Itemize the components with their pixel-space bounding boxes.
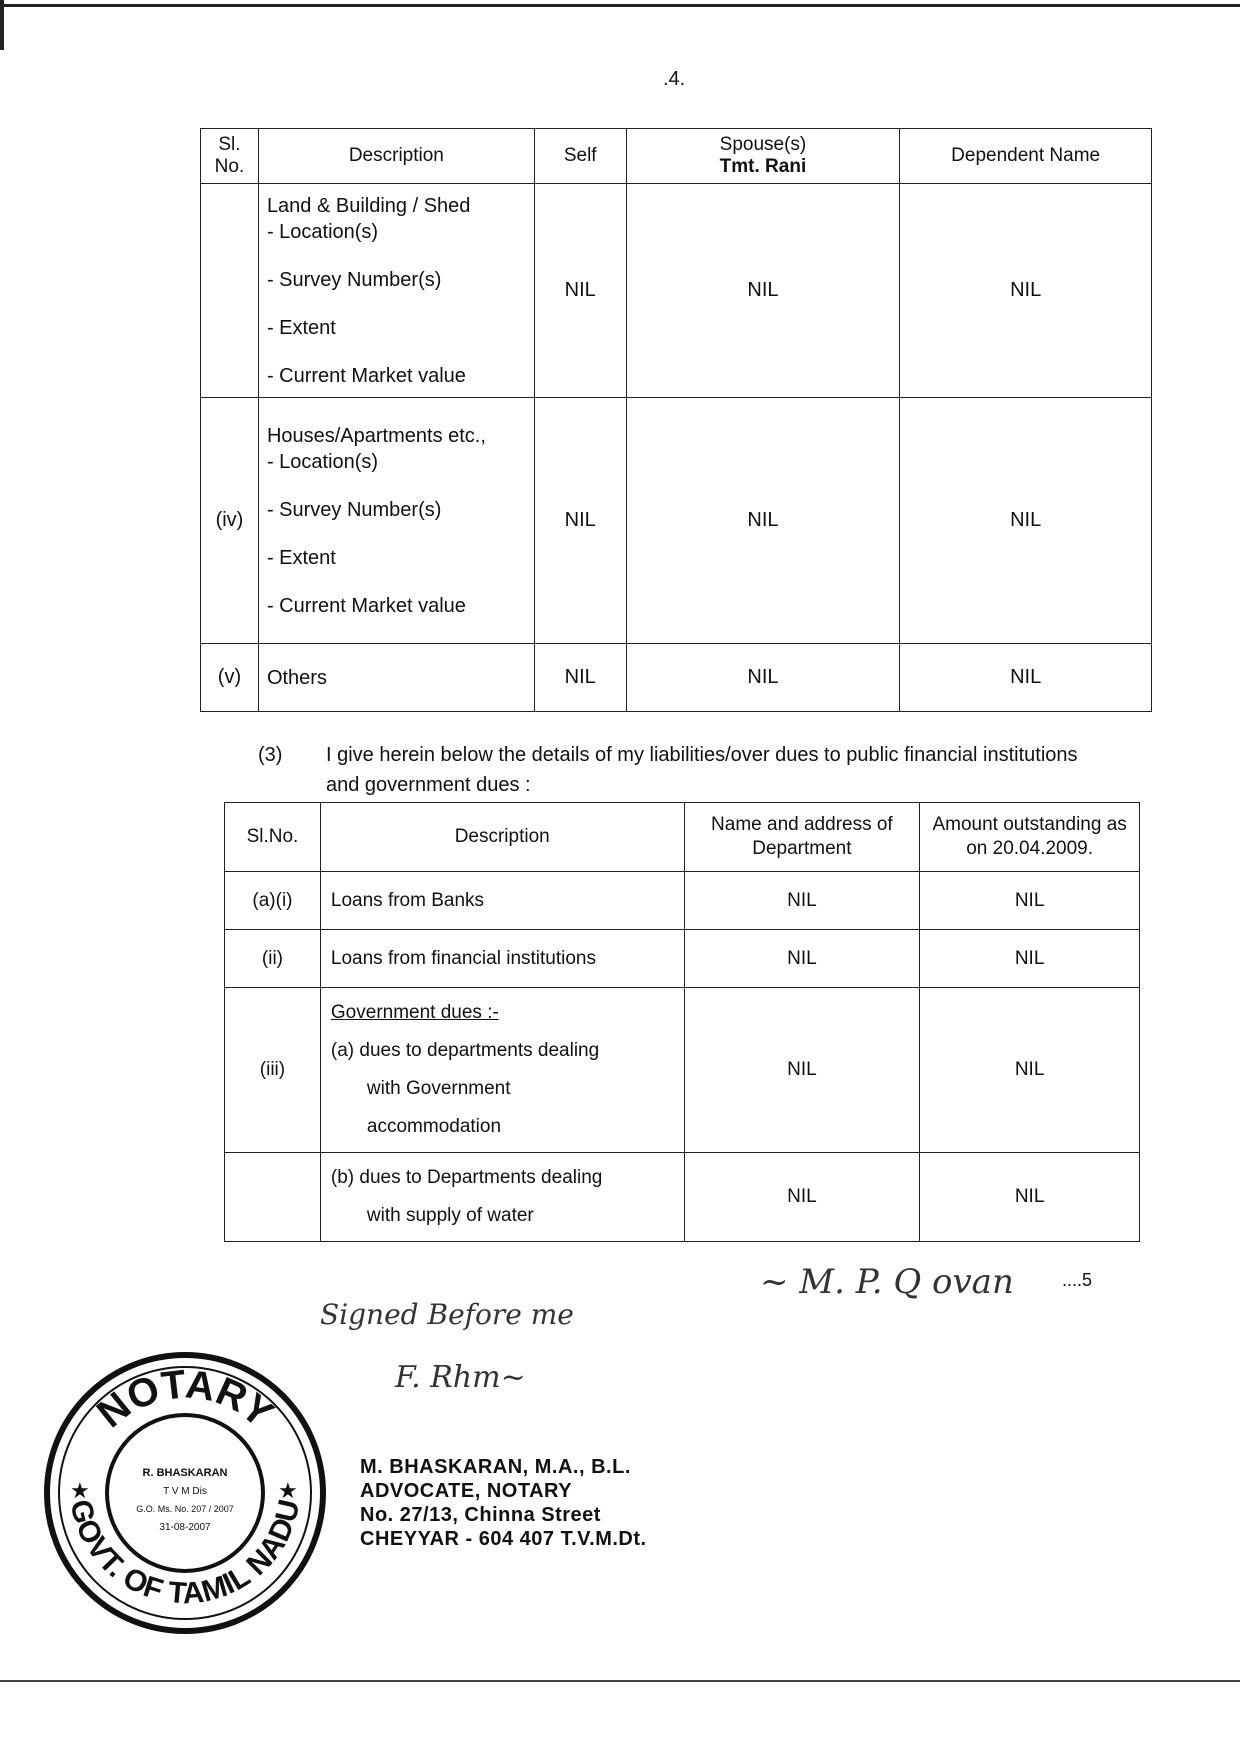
- row-sl: (v): [201, 644, 259, 712]
- handwritten-note: Signed Before me: [320, 1298, 574, 1331]
- row-spouse-value: NIL: [626, 644, 900, 712]
- row-department: NIL: [684, 1153, 920, 1242]
- table-row: [201, 644, 1152, 712]
- row-item: - Survey Number(s): [266, 268, 442, 291]
- table-row: [225, 872, 1140, 930]
- page-number: .4.: [663, 68, 686, 90]
- liabilities-header-row: [225, 803, 1140, 872]
- row-department: NIL: [684, 872, 920, 930]
- seal-star-icon: ★: [278, 1478, 298, 1503]
- address-line: No. 27/13, Chinna Street: [360, 1504, 601, 1526]
- header-spouse-name: Tmt. Rani: [719, 156, 807, 177]
- row-department: NIL: [684, 988, 920, 1153]
- table-row: [225, 988, 1140, 1153]
- row-department: NIL: [684, 930, 920, 988]
- row-sl: (ii): [225, 930, 321, 988]
- header-sl-no: Sl.No.: [225, 803, 321, 872]
- row-item: - Current Market value: [266, 594, 466, 617]
- row-description: [320, 1153, 684, 1242]
- row-item: - Survey Number(s): [266, 498, 442, 521]
- row-description: [258, 398, 534, 644]
- header-self: Self: [534, 129, 626, 184]
- notary-seal-stamp: [40, 1348, 330, 1638]
- row-item: - Location(s): [266, 450, 379, 473]
- row-item: - Location(s): [266, 220, 379, 243]
- row-sl: (a)(i): [225, 872, 321, 930]
- signature-notary: F. Rhm~: [395, 1360, 526, 1395]
- row-line: with Government: [366, 1078, 511, 1099]
- row-title: Land & Building / Shed: [266, 194, 471, 217]
- statement-number: (3): [258, 744, 283, 766]
- seal-star-icon: ★: [70, 1478, 90, 1503]
- row-description: Loans from financial institutions: [320, 930, 684, 988]
- row-amount: NIL: [920, 872, 1140, 930]
- row-description: Others: [258, 644, 534, 712]
- signature-declarant: ~ M. P. Q ovan: [760, 1262, 1014, 1302]
- seal-name: R. BHASKARAN: [142, 1467, 228, 1479]
- row-line: with supply of water: [366, 1205, 534, 1226]
- row-dependent-value: NIL: [900, 398, 1152, 644]
- seal-area: T V M Dis: [163, 1486, 207, 1497]
- seal-top-text: NOTARY: [89, 1362, 282, 1437]
- row-line: (a) dues to departments dealing: [330, 1040, 600, 1061]
- address-line: ADVOCATE, NOTARY: [360, 1480, 573, 1502]
- header-dependent: Dependent Name: [900, 129, 1152, 184]
- header-spouse-label: Spouse(s): [719, 134, 807, 155]
- row-dependent-value: NIL: [900, 184, 1152, 398]
- header-department: Name and address of Department: [684, 803, 920, 872]
- seal-bottom-text: GOVT. OF TAMIL NADU: [63, 1496, 307, 1611]
- address-line: CHEYYAR - 604 407 T.V.M.Dt.: [360, 1528, 647, 1550]
- address-line: M. BHASKARAN, M.A., B.L.: [360, 1456, 631, 1478]
- row-title: Houses/Apartments etc.,: [266, 424, 486, 447]
- row-item: - Extent: [266, 316, 336, 339]
- scan-bottom-rule: [0, 1680, 1240, 1682]
- row-description: [320, 988, 684, 1153]
- table-row: [225, 930, 1140, 988]
- row-description: Loans from Banks: [320, 872, 684, 930]
- statement-text: I give herein below the details of my liabilities/over dues to public financial institutions and government dues :: [326, 744, 1078, 796]
- row-sl: (iii): [225, 988, 321, 1153]
- header-amount: Amount outstanding as on 20.04.2009.: [920, 803, 1140, 872]
- next-page-marker: ....5: [1062, 1270, 1093, 1290]
- row-description: [258, 184, 534, 398]
- header-spouse: [626, 129, 900, 184]
- scan-top-edge: [0, 4, 1240, 7]
- table-row: [201, 184, 1152, 398]
- seal-go-no: G.O. Ms. No. 207 / 2007: [136, 1504, 234, 1514]
- header-description: Description: [320, 803, 684, 872]
- row-amount: NIL: [920, 930, 1140, 988]
- header-description: Description: [258, 129, 534, 184]
- table-row: [225, 1153, 1140, 1242]
- row-sl: [201, 184, 259, 398]
- row-sl: (iv): [201, 398, 259, 644]
- row-line: (b) dues to Departments dealing: [330, 1167, 603, 1188]
- row-self-value: NIL: [534, 398, 626, 644]
- row-item: - Current Market value: [266, 364, 466, 387]
- row-self-value: NIL: [534, 644, 626, 712]
- row-dependent-value: NIL: [900, 644, 1152, 712]
- row-amount: NIL: [920, 1153, 1140, 1242]
- assets-header-row: [201, 129, 1152, 184]
- assets-table: [200, 128, 1152, 712]
- row-spouse-value: NIL: [626, 398, 900, 644]
- header-sl-no: Sl. No.: [201, 129, 259, 184]
- liabilities-table: [224, 802, 1140, 1242]
- row-line: accommodation: [366, 1116, 502, 1137]
- row-amount: NIL: [920, 988, 1140, 1153]
- row-sl: [225, 1153, 321, 1242]
- seal-date: 31-08-2007: [159, 1522, 211, 1533]
- notary-address-stamp: [360, 1455, 647, 1551]
- table-row: [201, 398, 1152, 644]
- row-heading: Government dues :-: [330, 1002, 499, 1023]
- row-self-value: NIL: [534, 184, 626, 398]
- row-item: - Extent: [266, 546, 336, 569]
- row-spouse-value: NIL: [626, 184, 900, 398]
- scan-left-edge: [0, 0, 4, 50]
